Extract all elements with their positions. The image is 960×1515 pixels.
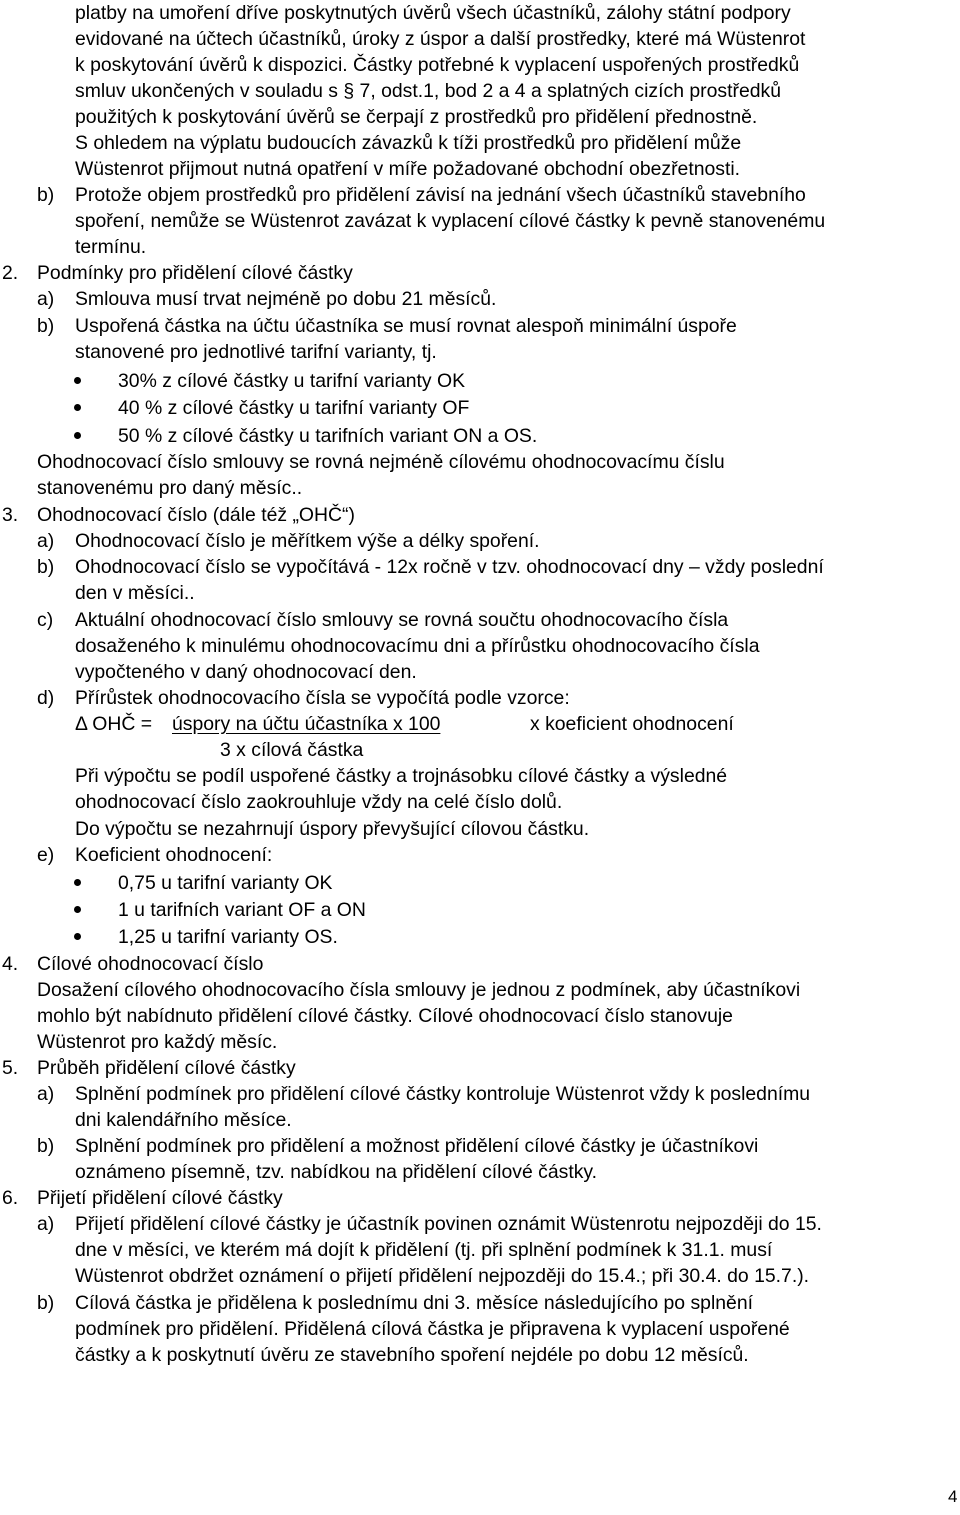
text-line: Přírůstek ohodnocovacího čísla se vypočítá podle vzorce: — [75, 687, 570, 709]
section-heading: Přijetí přidělení cílové částky — [37, 1187, 283, 1209]
item-marker: b) — [37, 184, 55, 206]
bullet-icon — [74, 906, 81, 913]
text-line: Dosažení cílového ohodnocovacího čísla smlouvy je jednou z podmínek, aby účastníkovi — [37, 979, 801, 1001]
text-line: stanovené pro jednotlivé tarifní varianty, tj. — [75, 341, 437, 363]
text-line: dosaženého k minulému ohodnocovacímu dni a přírůstku ohodnocovacího čísla — [75, 635, 760, 657]
text-line: podmínek pro přidělení. Přidělená cílová částka je připravena k vyplacení uspořené — [75, 1318, 790, 1340]
bullet-icon — [74, 879, 81, 886]
section-heading: Průběh přidělení cílové částky — [37, 1057, 296, 1079]
text-line: Wüstenrot pro každý měsíc. — [37, 1031, 278, 1053]
item-marker: a) — [37, 1213, 55, 1235]
section-number: 4. — [2, 953, 19, 975]
text-line: Splnění podmínek pro přidělení a možnost přidělení cílové částky je účastníkovi — [75, 1135, 759, 1157]
item-marker: d) — [37, 687, 55, 709]
text-line: k poskytování úvěrů k dispozici. Částky potřebné k vyplacení uspořených prostředků — [75, 54, 800, 76]
formula-factor: x koeficient ohodnocení — [530, 713, 734, 735]
item-marker: a) — [37, 530, 55, 552]
section-heading: Ohodnocovací číslo (dále též „OHČ“) — [37, 504, 355, 526]
list-item: 0,75 u tarifní varianty OK — [118, 872, 333, 894]
text-line: Uspořená částka na účtu účastníka se musí rovnat alespoň minimální úspoře — [75, 315, 737, 337]
list-item: 50 % z cílové částky u tarifních variant ON a OS. — [118, 425, 538, 447]
section-number: 3. — [2, 504, 19, 526]
list-item: 1 u tarifních variant OF a ON — [118, 899, 366, 921]
text-line: Při výpočtu se podíl uspořené částky a trojnásobku cílové částky a výsledné — [75, 765, 728, 787]
text-line: Přijetí přidělení cílové částky je účastník povinen oznámit Wüstenrotu nejpozději do 15. — [75, 1213, 822, 1235]
bullet-icon — [74, 377, 81, 384]
list-item: 1,25 u tarifní varianty OS. — [118, 926, 338, 948]
item-marker: b) — [37, 1292, 55, 1314]
text-line: Cílová částka je přidělena k poslednímu dni 3. měsíce následujícího po splnění — [75, 1292, 753, 1314]
text-line: smluv ukončených v souladu s § 7, odst.1, bod 2 a 4 a splatných cizích prostředků — [75, 80, 781, 102]
bullet-icon — [74, 933, 81, 940]
text-line: částky a k poskytnutí úvěru ze stavebního spoření nejdéle po dobu 12 měsíců. — [75, 1344, 749, 1366]
text-line: spoření, nemůže se Wüstenrot zavázat k vyplacení cílové částky k pevně stanovenému — [75, 210, 826, 232]
text-line: oznámeno písemně, tzv. nabídkou na přidělení cílové částky. — [75, 1161, 598, 1183]
text-line: ohodnocovací číslo zaokrouhluje vždy na celé číslo dolů. — [75, 791, 563, 813]
section-heading: Cílové ohodnocovací číslo — [37, 953, 264, 975]
text-line: den v měsíci.. — [75, 582, 195, 604]
text-line: Protože objem prostředků pro přidělení závisí na jednání všech účastníků stavebního — [75, 184, 806, 206]
bullet-icon — [74, 404, 81, 411]
text-line: Splnění podmínek pro přidělení cílové částky kontroluje Wüstenrot vždy k poslednímu — [75, 1083, 811, 1105]
text-line: Wüstenrot obdržet oznámení o přijetí přidělení nejpozději do 15.4.; při 30.4. do 15.7.). — [75, 1265, 810, 1287]
item-marker: a) — [37, 1083, 55, 1105]
page-number: 4 — [948, 1487, 958, 1506]
item-marker: a) — [37, 288, 55, 310]
list-item: 40 % z cílové částky u tarifní varianty OF — [118, 397, 470, 419]
item-marker: c) — [37, 609, 54, 631]
text-line: Koeficient ohodnocení: — [75, 844, 273, 866]
section-number: 5. — [2, 1057, 19, 1079]
text-line: Do výpočtu se nezahrnují úspory převyšující cílovou částku. — [75, 818, 590, 840]
text-line: Aktuální ohodnocovací číslo smlouvy se rovná součtu ohodnocovacího čísla — [75, 609, 729, 631]
text-line: Wüstenrot přijmout nutná opatření v míře požadované obchodní obezřetnosti. — [75, 158, 741, 180]
text-line: Ohodnocovací číslo se vypočítává - 12x ročně v tzv. ohodnocovací dny – vždy poslední — [75, 556, 824, 578]
text-line: mohlo být nabídnuto přidělení cílové částky. Cílové ohodnocovací číslo stanovuje — [37, 1005, 733, 1027]
formula-numerator: úspory na účtu účastníka x 100 — [172, 713, 441, 735]
text-line: evidované na účtech účastníků, úroky z úspor a další prostředky, které má Wüstenrot — [75, 28, 806, 50]
text-line: vypočteného v daný ohodnocovací den. — [75, 661, 417, 683]
text-line: Ohodnocovací číslo je měřítkem výše a délky spoření. — [75, 530, 540, 552]
item-marker: b) — [37, 556, 55, 578]
formula-denominator: 3 x cílová částka — [220, 739, 364, 761]
text-line: platby na umoření dříve poskytnutých úvěrů všech účastníků, zálohy státní podpory — [75, 2, 791, 24]
list-item: 30% z cílové částky u tarifní varianty OK — [118, 370, 466, 392]
text-line: použitých k poskytování úvěrů se čerpají z prostředků pro přidělení přednostně. — [75, 106, 758, 128]
text-line: dni kalendářního měsíce. — [75, 1109, 292, 1131]
text-line: stanovenému pro daný měsíc.. — [37, 477, 303, 499]
formula-lhs: Δ OHČ = — [75, 713, 153, 735]
item-marker: b) — [37, 1135, 55, 1157]
text-line: S ohledem na výplatu budoucích závazků k tíži prostředků pro přidělení může — [75, 132, 742, 154]
item-marker: e) — [37, 844, 55, 866]
text-line: termínu. — [75, 236, 147, 258]
section-number: 6. — [2, 1187, 19, 1209]
section-number: 2. — [2, 262, 19, 284]
text-line: dne v měsíci, ve kterém má dojít k přidělení (tj. při splnění podmínek k 31.1. musí — [75, 1239, 773, 1261]
bullet-icon — [74, 432, 81, 439]
item-marker: b) — [37, 315, 55, 337]
section-heading: Podmínky pro přidělení cílové částky — [37, 262, 353, 284]
text-line: Smlouva musí trvat nejméně po dobu 21 měsíců. — [75, 288, 497, 310]
text-line: Ohodnocovací číslo smlouvy se rovná nejméně cílovému ohodnocovacímu číslu — [37, 451, 725, 473]
